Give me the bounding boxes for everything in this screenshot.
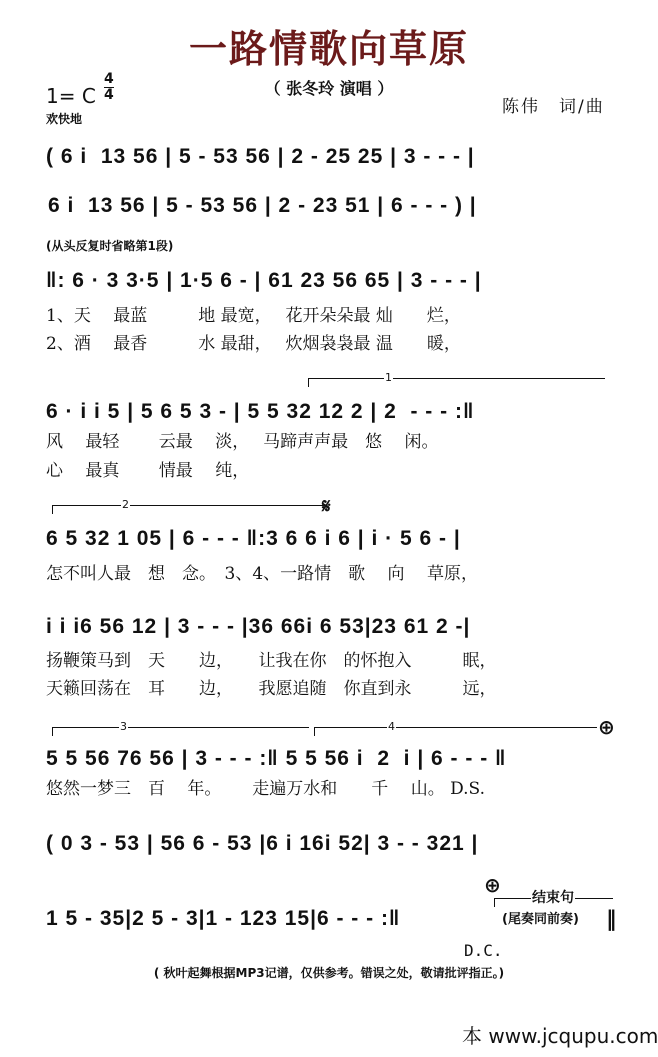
- lyric-line: 怎不叫人最 想 念。 3、4、一路情 歌 向 草原，: [46, 564, 478, 584]
- time-top: 4: [104, 71, 114, 87]
- volta-label: 4: [388, 720, 395, 733]
- final-barline: ‖: [606, 907, 617, 931]
- ending-note: (尾奏同前奏): [502, 912, 579, 927]
- notation-line-7: 5 5 56 76 56 | 3 - - - :‖ 5 5 56 i 2 i | 6 - - - ‖: [46, 747, 507, 770]
- volta-label: 2: [122, 498, 129, 511]
- lyric-line: 2、酒 最香 水 最甜， 炊烟袅袅最 温 暖，: [46, 334, 461, 354]
- time-bottom: 4: [104, 87, 114, 103]
- lyric-line: 1、天 最蓝 地 最宽， 花开朵朵最 灿 烂，: [46, 306, 461, 326]
- coda-icon: ⊕: [484, 873, 501, 897]
- time-signature: [104, 72, 114, 103]
- notation-line-5: 6 5 32 1 05 | 6 - - - ‖:3 6 6 i 6 | i · 5 6 - |: [46, 527, 461, 550]
- volta-2: [52, 498, 323, 514]
- notation-line-8: ( 0 3 - 53 | 56 6 - 53 |6 i 16i 52| 3 - - 321 |: [46, 832, 479, 855]
- tempo-marking: 欢快地: [46, 112, 83, 126]
- singer-credit: （ 张冬玲 演唱 ）: [264, 79, 394, 98]
- volta-3: [52, 720, 309, 736]
- volta-label: 1: [385, 371, 392, 384]
- notation-line-1: ( 6 i 13 56 | 5 - 53 56 | 2 - 25 25 | 3 - - - |: [46, 145, 475, 168]
- lyric-line: 风 最轻 云最 淡， 马蹄声声最 悠 闲。: [46, 432, 439, 452]
- lyric-line: 扬鞭策马到 天 边， 让我在你 的怀抱入 眠，: [46, 651, 497, 671]
- notation-line-9: 1 5 - 35|2 5 - 3|1 - 123 15|6 - - - :‖: [46, 907, 401, 930]
- notation-line-4: 6 · i i 5 | 5 6 5 3 - | 5 5 32 12 2 | 2 - - - :‖: [46, 400, 475, 423]
- volta-1: [308, 371, 605, 387]
- repeat-note: (从头反复时省略第1段): [46, 239, 174, 253]
- notation-line-3: ‖: 6 · 3 3·5 | 1·5 6 - | 61 23 56 65 | 3 - - - |: [46, 269, 482, 292]
- ending-label: 结束句: [532, 890, 574, 906]
- song-title: 一路情歌向草原: [188, 27, 469, 71]
- segno-icon: 𝄋: [322, 494, 331, 518]
- volta-4: [314, 720, 597, 736]
- notation-line-2: 6 i 13 56 | 5 - 53 56 | 2 - 23 51 | 6 - - - ) |: [48, 194, 477, 217]
- watermark: 本 www.jcqupu.com: [462, 1024, 658, 1048]
- lyric-line: 悠然一梦三 百 年。 走遍万水和 千 山。 D.S.: [46, 779, 485, 799]
- key-signature: 1= C: [46, 84, 96, 108]
- footnote: ( 秋叶起舞根据MP3记谱，仅供参考。错误之处，敬请批评指正。): [153, 966, 505, 980]
- lyric-line: 天籁回荡在 耳 边， 我愿追随 你直到永 远，: [46, 679, 497, 699]
- coda-icon: ⊕: [598, 715, 615, 739]
- volta-label: 3: [120, 720, 127, 733]
- dc-marking: D.C.: [464, 941, 503, 960]
- composer-credit: 陈伟 词/曲: [502, 97, 605, 117]
- lyric-line: 心 最真 情最 纯，: [46, 461, 250, 481]
- ending-bracket: [494, 890, 613, 907]
- notation-line-6: i i i6 56 12 | 3 - - - |36 66i 6 53|23 61 2 -|: [46, 615, 471, 638]
